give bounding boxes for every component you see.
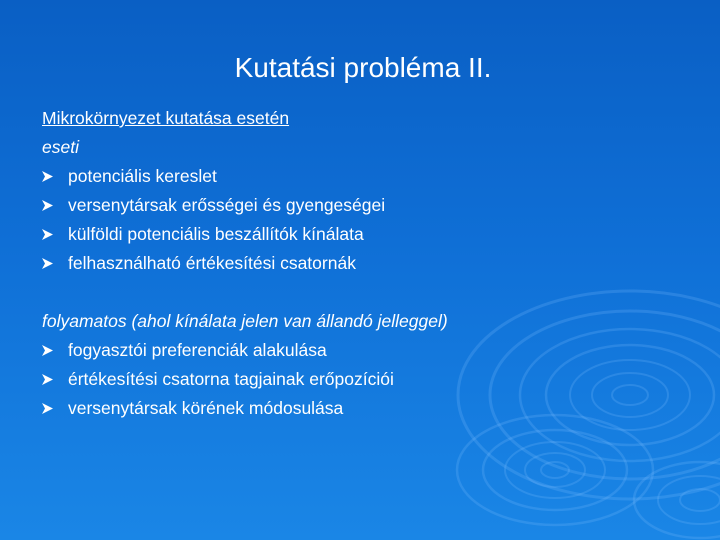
slide-body — [42, 104, 682, 423]
arrowhead-bullet-icon — [42, 258, 68, 269]
list-item — [42, 220, 682, 249]
arrowhead-bullet-icon — [42, 229, 68, 240]
list-item-text: értékesítési csatorna tagjainak erőpozíciói — [68, 369, 394, 389]
list-item — [42, 365, 682, 394]
section1-subheading: eseti — [42, 137, 79, 157]
list-item-text: fogyasztói preferenciák alakulása — [68, 340, 327, 360]
arrowhead-bullet-icon — [42, 374, 68, 385]
list-item-text: versenytársak körének módosulása — [68, 398, 344, 418]
arrowhead-bullet-icon — [42, 403, 68, 414]
arrowhead-bullet-icon — [42, 171, 68, 182]
slide-title: Kutatási probléma II. — [234, 52, 492, 83]
spacer — [42, 278, 682, 307]
arrowhead-bullet-icon — [42, 200, 68, 211]
arrowhead-bullet-icon — [42, 345, 68, 356]
list-item-text: felhasználható értékesítési csatornák — [68, 253, 356, 273]
list-item — [42, 191, 682, 220]
list-item-text: versenytársak erősségei és gyengeségei — [68, 195, 386, 215]
list-item — [42, 249, 682, 278]
list-item — [42, 394, 682, 423]
list-item-text: potenciális kereslet — [68, 166, 217, 186]
section2-heading: folyamatos (ahol kínálata jelen van állandó jelleggel) — [42, 311, 448, 331]
list-item — [42, 162, 682, 191]
list-item-text: külföldi potenciális beszállítók kínálata — [68, 224, 364, 244]
list-item — [42, 336, 682, 365]
section1-heading: Mikrokörnyezet kutatása esetén — [42, 108, 290, 128]
